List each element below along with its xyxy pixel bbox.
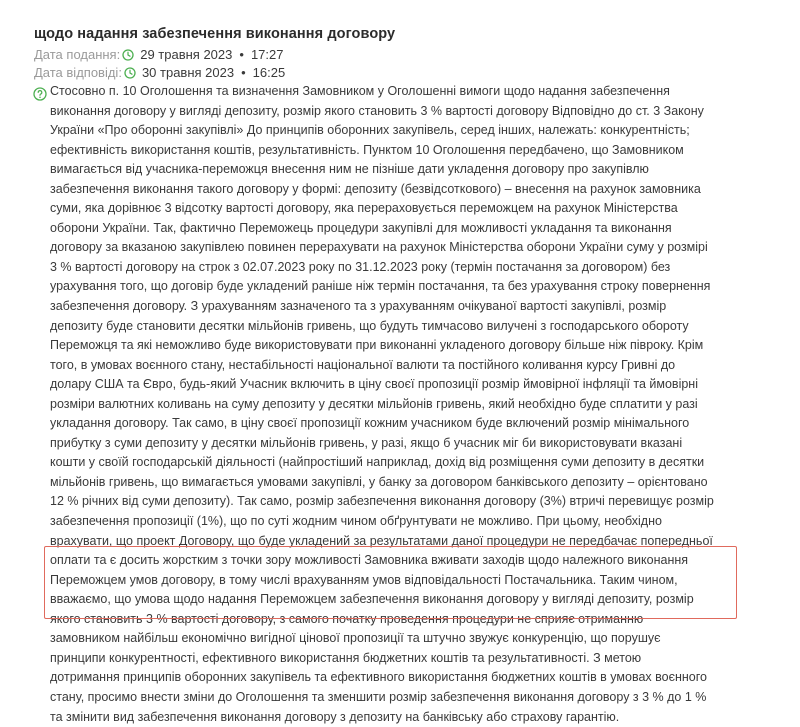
clock-icon bbox=[122, 49, 134, 61]
body-line: прибутку з суми депозиту у десятки мільйонів гривень, у разі, якщо б учасник міг би використовувати вказані bbox=[50, 434, 770, 454]
answered-date: 30 травня 2023 bbox=[142, 64, 234, 82]
body-line: вимагається від учасника-переможця внесення ним не пізніше дати укладення договору про закупівлю bbox=[50, 160, 770, 180]
body-line: 3 % вартості договору на строк з 02.07.2023 року по 31.12.2023 року (термін постачання за договором) без bbox=[50, 258, 770, 278]
body-line: замовником найбільш економічно вигідної цінової пропозиції та штучно звужує конкуренцію, що порушує bbox=[50, 629, 770, 649]
answered-label: Дата відповіді: bbox=[34, 64, 122, 82]
question-title: щодо надання забезпечення виконання договору bbox=[34, 26, 395, 42]
body-line: долару США та Євро, будь-який Учасник включить в ціну своєї пропозиції розмір ймовірної інфляції та ймовірні bbox=[50, 375, 770, 395]
question-body-text bbox=[50, 82, 770, 727]
body-line: Переможця та які неможливо буде використовувати при виконанні укладеного договору більше ніж півроку. Крім bbox=[50, 336, 770, 356]
submitted-date-row bbox=[34, 46, 283, 64]
body-line: урахування того, що договір буде укладений раніше ніж термін постачання, та без урахування строку повернення bbox=[50, 277, 770, 297]
body-line: принципи конкурентності, ефективного використання бюджетних коштів та результативності. З метою bbox=[50, 649, 770, 669]
body-line: ефективність використання коштів, результативність. Пунктом 10 Оголошення передбачено, що Замовником bbox=[50, 141, 770, 161]
body-line: оборони України. Так, фактично Переможець процедури закупівлі для можливості укладання та виконання bbox=[50, 219, 770, 239]
body-line: забезпечення пропозиції (1%), що по суті жодним чином обґрунтувати не можливо. При цьому, необхідно bbox=[50, 512, 770, 532]
body-line: виконання договору у вигляді депозиту, розмір якого становить 3 % вартості договору Відповідно до ст. 3 Закону bbox=[50, 102, 770, 122]
body-line: укладання договору. Так само, в ціну своєї пропозиції кожним учасником буде включений розмір мінімального bbox=[50, 414, 770, 434]
body-line: дотримання принципів оборонних закупівель та ефективного використання бюджетних коштів в умовах воєнного bbox=[50, 668, 770, 688]
answered-separator: • bbox=[241, 64, 246, 82]
submitted-time: 17:27 bbox=[251, 46, 284, 64]
body-line: якого становить 3 % вартості договору, з самого початку проведення процедури не сприяє отриманню bbox=[50, 610, 770, 630]
body-line: вважаємо, що умова щодо надання Переможцем забезпечення виконання договору у вигляді депозиту, розмір bbox=[50, 590, 770, 610]
answered-time: 16:25 bbox=[253, 64, 286, 82]
highlight-box bbox=[44, 546, 737, 619]
body-line: розміри валютних коливань на суму депозиту у десятки мільйонів гривень, який необхідно буде сплатити у разі bbox=[50, 395, 770, 415]
body-line: Переможцем умов договору, в тому числі врахуванням умов відповідальності Постачальника. Таким чином, bbox=[50, 571, 770, 591]
body-line: кошти у своїй господарській діяльності (найпростіший наприклад, дохід від розміщення суми депозиту в десятки bbox=[50, 453, 770, 473]
body-line: України «Про оборонні закупівлі» До принципів оборонних закупівель, серед інших, належать: конкурентність; bbox=[50, 121, 770, 141]
submitted-date: 29 травня 2023 bbox=[140, 46, 232, 64]
body-line: та змінити вид забезпечення виконання договору з депозиту на банківську або страхову гарантію. bbox=[50, 708, 770, 727]
body-line: стану, просимо внести зміни до Оголошення та зменшити розмір забезпечення виконання договору з 3 % до 1 % bbox=[50, 688, 770, 708]
answered-date-row bbox=[34, 64, 285, 82]
submitted-label: Дата подання: bbox=[34, 46, 120, 64]
clock-icon bbox=[124, 67, 136, 79]
body-line: депозиту буде становити десятки мільйонів гривень, що будуть тимчасово вилучені з господарського обороту bbox=[50, 317, 770, 337]
body-line: оплати та є досить жорстким з точки зору можливості Замовника вживати заходів щодо належного виконання bbox=[50, 551, 770, 571]
body-line: забезпечення виконання такого договору у формі: депозиту (безвідсоткового) – внесення на рахунок замовника bbox=[50, 180, 770, 200]
body-line: того, в умовах воєнного стану, нестабільності національної валюти та постійного коливання курсу Гривні до bbox=[50, 356, 770, 376]
body-line: Стосовно п. 10 Оголошення та визначення Замовником у Оголошенні вимоги щодо надання забезпечення bbox=[50, 82, 770, 102]
question-circle-icon bbox=[33, 87, 47, 101]
body-line: договору за вказаною закупівлею повинен перерахувати на рахунок Міністерства оборони України суму у розмірі bbox=[50, 238, 770, 258]
body-line: забезпечення договору. З урахуванням зазначеного та з урахуванням очікуваної вартості закупівлі, розмір bbox=[50, 297, 770, 317]
submitted-separator: • bbox=[239, 46, 244, 64]
body-line: мільйонів гривень, що вимагається умовами закупівлі, у банку за договором банківського депозиту – орієнтовано bbox=[50, 473, 770, 493]
body-line: 12 % річних від суми депозиту). Так само, розмір забезпечення виконання договору (3%) втричі перевищує розмір bbox=[50, 492, 770, 512]
body-line: врахувати, що проект Договору, що буде укладений за результатами даної процедури не передбачає попередньої bbox=[50, 532, 770, 552]
body-line: суми, яка дорівнює 3 відсотку вартості договору, яка перераховується переможцем на рахунок Міністерства bbox=[50, 199, 770, 219]
